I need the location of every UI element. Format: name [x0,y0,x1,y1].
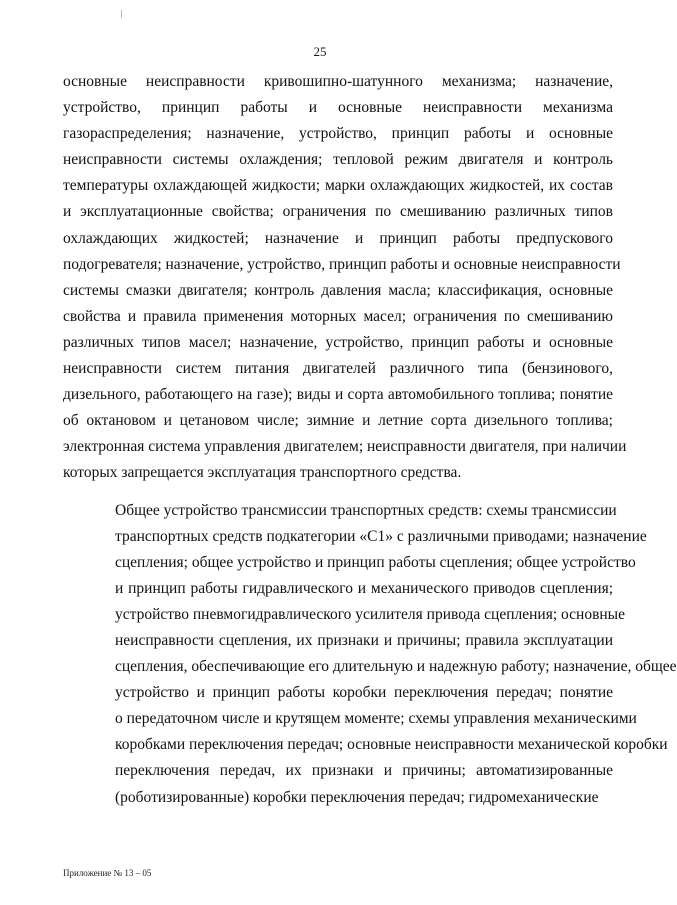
text-line: неисправности системы охлаждения; тепловой режим двигателя и контроль [63,151,613,169]
text-line: коробками переключения передач; основные неисправности механической коробки [115,736,668,754]
paragraph-transmission [63,498,677,811]
text-line: неисправности систем питания двигателей различного типа (бензинового, [63,360,613,378]
text-line: электронная система управления двигателем; неисправности двигателя, при наличии [63,438,627,456]
text-line: системы смазки двигателя; контроль давления масла; классификация, основные [63,281,613,299]
text-line: об октановом и цетановом числе; зимние и летние сорта дизельного топлива; [63,412,613,430]
text-line: неисправности сцепления, их признаки и причины; правила эксплуатации [115,631,613,649]
paragraph-engine-systems [63,69,627,487]
text-line: которых запрещается эксплуатация транспортного средства. [63,464,462,482]
text-line: устройство и принцип работы коробки переключения передач; понятие [115,684,613,702]
page-number: 25 [313,44,327,59]
text-line: переключения передач, их признаки и причины; автоматизированные [115,762,613,780]
text-line: (роботизированные) коробки переключения передач; гидромеханические [115,788,599,806]
text-line: и эксплуатационные свойства; ограничения по смешиванию различных типов [63,203,613,221]
text-line: подогревателя; назначение, устройство, принцип работы и основные неисправности [63,255,621,273]
text-line: Общее устройство трансмиссии транспортных средств: схемы трансмиссии [115,501,617,519]
text-line: свойства и правила применения моторных масел; ограничения по смешиванию [63,307,613,325]
text-line: сцепления; общее устройство и принцип работы сцепления; общее устройство [115,553,636,571]
text-line: охлаждающих жидкостей; назначение и принцип работы предпускового [63,229,613,247]
text-line: основные неисправности кривошипно-шатунного механизма; назначение, [63,73,613,90]
text-line: различных типов масел; назначение, устройство, принцип работы и основные [63,333,613,351]
text-line: газораспределения; назначение, устройство, принцип работы и основные [63,125,613,143]
text-line: температуры охлаждающей жидкости; марки охлаждающих жидкостей, их состав [63,177,613,195]
text-line: о передаточном числе и крутящем моменте; схемы управления механическими [115,710,637,728]
text-line: устройство пневмогидравлического усилителя привода сцепления; основные [115,605,625,623]
text-line: дизельного, работающего на газе); виды и сорта автомобильного топлива; понятие [63,386,613,404]
text-line: устройство, принцип работы и основные неисправности механизма [63,99,613,117]
footer-appendix-label: Приложение № 13 – 05 [63,868,152,878]
text-line: сцепления, обеспечивающие его длительную и надежную работу; назначение, общее [115,658,677,676]
scan-artifact [121,10,122,18]
text-line: транспортных средств подкатегории «C1» с различными приводами; назначение [115,527,647,545]
body-text [63,69,677,811]
text-line: и принцип работы гидравлического и механического приводов сцепления; [115,579,613,597]
